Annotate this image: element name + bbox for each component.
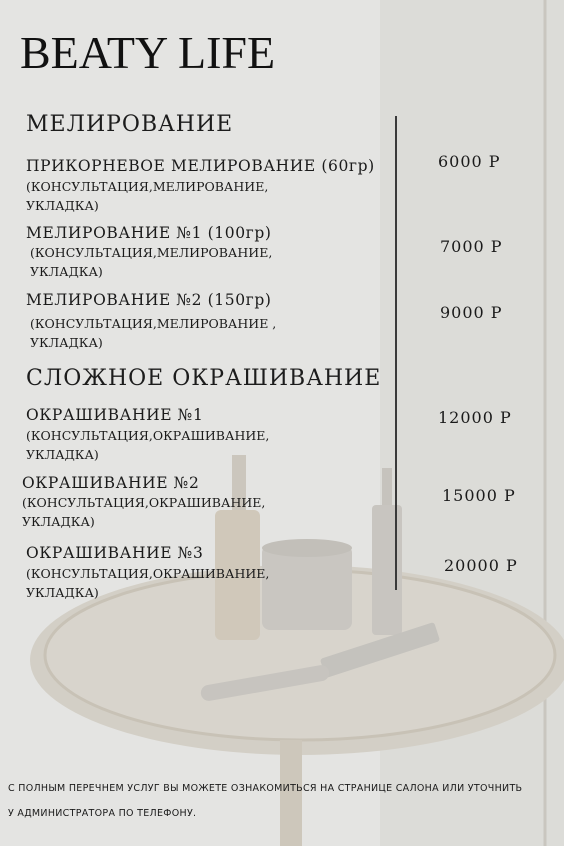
service-price: 12000 Р — [438, 408, 512, 427]
service-price: 20000 Р — [444, 556, 518, 575]
service-details: (КОНСУЛЬТАЦИЯ,ОКРАШИВАНИЕ, УКЛАДКА) — [22, 495, 266, 529]
service-name: ОКРАШИВАНИЕ №2 — [22, 474, 200, 492]
service-name: ОКРАШИВАНИЕ №1 — [26, 406, 204, 424]
service-name: МЕЛИРОВАНИЕ №2 (150гр) — [26, 291, 272, 309]
column-divider — [395, 116, 397, 590]
brand-title: BEATY LIFE — [20, 27, 276, 78]
footer-note-line-1: С ПОЛНЫМ ПЕРЕЧНЕМ УСЛУГ ВЫ МОЖЕТЕ ОЗНАКОМИТЬСЯ НА СТРАНИЦЕ САЛОНА ИЛИ УТОЧНИТЬ — [8, 783, 523, 794]
service-price: 15000 Р — [442, 486, 516, 505]
service-name: ОКРАШИВАНИЕ №3 — [26, 544, 204, 562]
service-details: (КОНСУЛЬТАЦИЯ,ОКРАШИВАНИЕ, УКЛАДКА) — [26, 566, 270, 600]
footer-note-line-2: У АДМИНИСТРАТОРА ПО ТЕЛЕФОНУ. — [8, 808, 197, 819]
section-title-highlighting: МЕЛИРОВАНИЕ — [26, 112, 234, 137]
service-details: (КОНСУЛЬТАЦИЯ,МЕЛИРОВАНИЕ , УКЛАДКА) — [30, 316, 277, 350]
service-price: 6000 Р — [438, 152, 501, 171]
service-price: 7000 Р — [440, 237, 503, 256]
section-title-complex-coloring: СЛОЖНОЕ ОКРАШИВАНИЕ — [26, 366, 382, 391]
service-details: (КОНСУЛЬТАЦИЯ,МЕЛИРОВАНИЕ, УКЛАДКА) — [26, 179, 269, 213]
service-name: ПРИКОРНЕВОЕ МЕЛИРОВАНИЕ (60гр) — [26, 157, 375, 175]
service-name: МЕЛИРОВАНИЕ №1 (100гр) — [26, 224, 272, 242]
service-details: (КОНСУЛЬТАЦИЯ,ОКРАШИВАНИЕ, УКЛАДКА) — [26, 428, 270, 462]
service-details: (КОНСУЛЬТАЦИЯ,МЕЛИРОВАНИЕ, УКЛАДКА) — [30, 245, 273, 279]
service-price: 9000 Р — [440, 303, 503, 322]
